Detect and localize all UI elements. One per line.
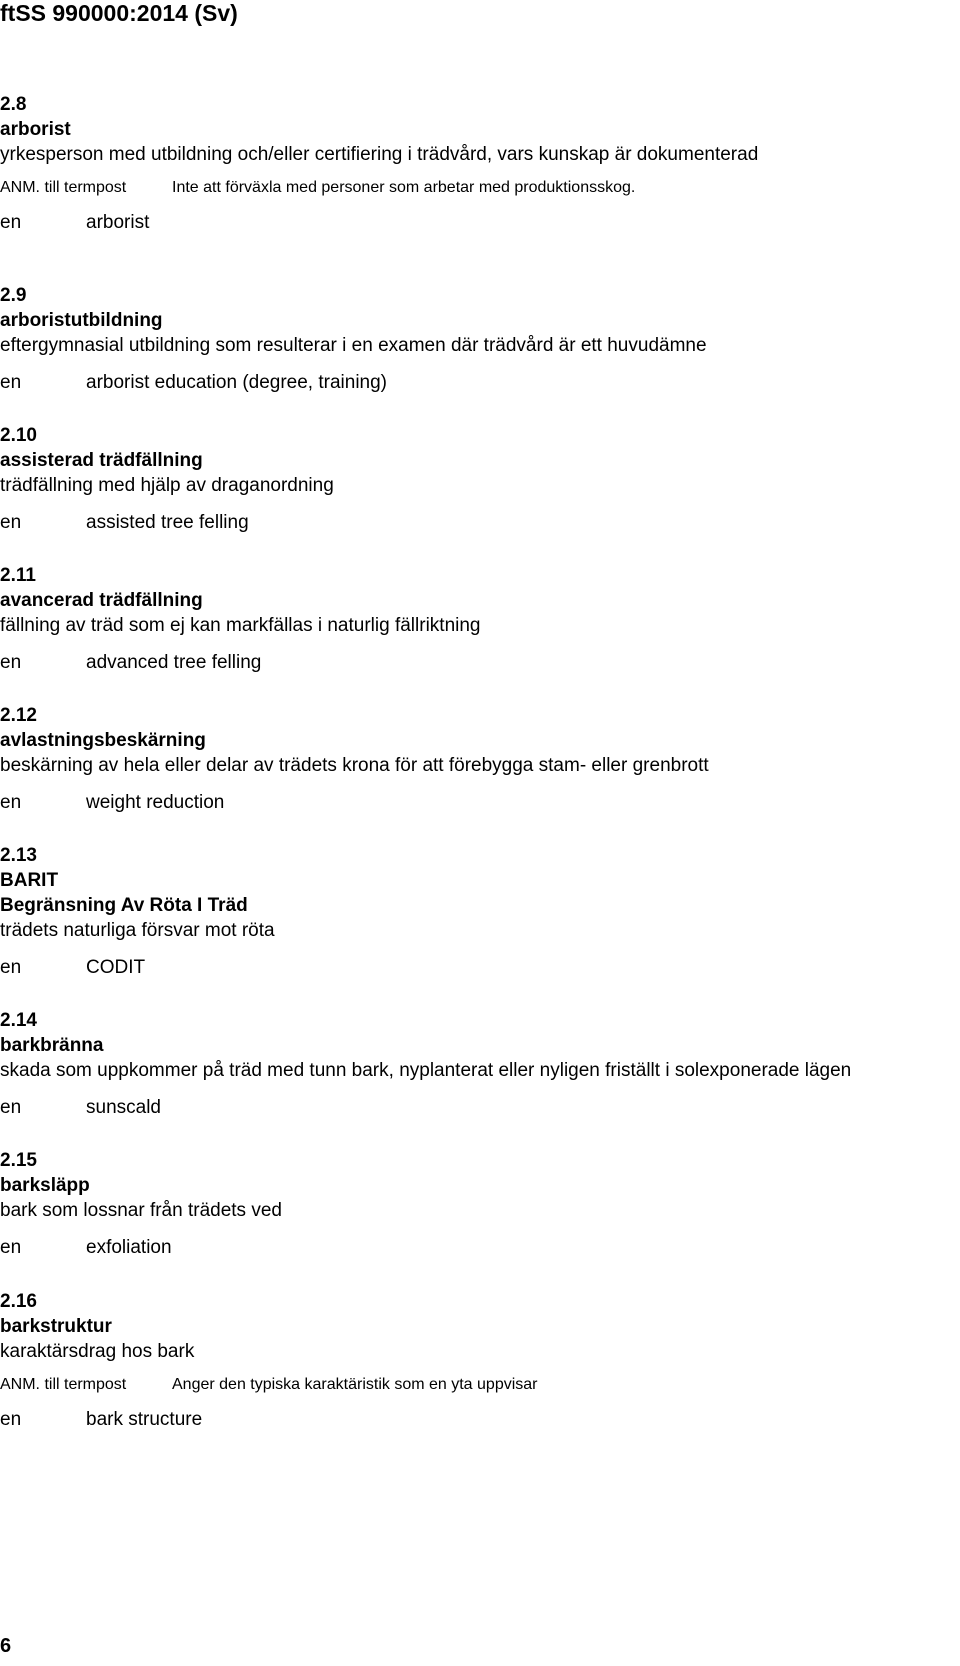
equivalent-term: arborist education (degree, training) [86, 372, 388, 393]
term-entry-2-13 [0, 843, 960, 980]
entry-note [0, 1375, 960, 1395]
entry-definition: trädfällning med hjälp av draganordning [0, 475, 334, 496]
equivalent-language: en [0, 1409, 22, 1430]
entry-term: avlastningsbeskärning [0, 730, 206, 751]
entry-definition: eftergymnasial utbildning som resulterar i en examen där trädvård är ett huvudämne [0, 335, 707, 356]
term-entry-2-15 [0, 1148, 960, 1260]
term-entry-2-12 [0, 703, 960, 815]
note-text: Inte att förväxla med personer som arbetar med produktionsskog. [172, 179, 636, 196]
note-text: Anger den typiska karaktäristik som en yta uppvisar [172, 1376, 538, 1393]
entry-note [0, 178, 960, 198]
entry-term: BARIT [0, 870, 59, 891]
page-number: 6 [0, 1635, 12, 1657]
entry-number: 2.11 [0, 565, 36, 586]
equivalent-term: bark structure [86, 1409, 203, 1430]
entry-term: arboristutbildning [0, 310, 163, 331]
entry-number: 2.15 [0, 1150, 37, 1171]
entry-number: 2.8 [0, 94, 27, 115]
document-header: ftSS 990000:2014 (Sv) [0, 0, 238, 26]
entry-definition: beskärning av hela eller delar av trädets krona för att förebygga stam- eller grenbrott [0, 755, 709, 776]
equivalent-language: en [0, 372, 22, 393]
entry-term: barksläpp [0, 1175, 90, 1196]
entry-definition: yrkesperson med utbildning och/eller certifiering i trädvård, vars kunskap är dokumenterad [0, 144, 759, 165]
equivalent-language: en [0, 792, 22, 813]
entry-equivalent [0, 650, 960, 675]
note-label: ANM. till termpost [0, 179, 127, 196]
entry-equivalent [0, 1235, 960, 1260]
entry-equivalent [0, 790, 960, 815]
entry-term: avancerad trädfällning [0, 590, 203, 611]
equivalent-term: assisted tree felling [86, 512, 249, 533]
entry-number: 2.10 [0, 425, 37, 446]
entry-equivalent [0, 510, 960, 535]
entry-term: barkbränna [0, 1035, 104, 1056]
equivalent-language: en [0, 652, 22, 673]
equivalent-term: exfoliation [86, 1237, 172, 1258]
entry-term-full-form: Begränsning Av Röta I Träd [0, 895, 248, 916]
entry-number: 2.16 [0, 1291, 37, 1312]
entry-number: 2.9 [0, 285, 27, 306]
equivalent-language: en [0, 512, 22, 533]
term-entry-2-16 [0, 1289, 960, 1432]
entry-number: 2.14 [0, 1010, 37, 1031]
equivalent-term: CODIT [86, 957, 146, 978]
entry-definition: skada som uppkommer på träd med tunn bark, nyplanterat eller nyligen friställt i solexponerade lägen [0, 1060, 852, 1081]
equivalent-term: weight reduction [86, 792, 225, 813]
equivalent-term: advanced tree felling [86, 652, 262, 673]
equivalent-term: sunscald [86, 1097, 161, 1118]
entry-term: arborist [0, 119, 71, 140]
entry-number: 2.12 [0, 705, 37, 726]
equivalent-language: en [0, 957, 22, 978]
equivalent-language: en [0, 1097, 22, 1118]
term-entry-2-9 [0, 283, 960, 395]
entry-definition: bark som lossnar från trädets ved [0, 1200, 282, 1221]
entry-term: assisterad trädfällning [0, 450, 203, 471]
entry-equivalent [0, 1407, 960, 1432]
equivalent-term: arborist [86, 212, 150, 233]
equivalent-language: en [0, 1237, 22, 1258]
entry-number: 2.13 [0, 845, 37, 866]
entry-equivalent [0, 955, 960, 980]
entry-definition: trädets naturliga försvar mot röta [0, 920, 275, 941]
note-label: ANM. till termpost [0, 1376, 127, 1393]
term-entry-2-14 [0, 1008, 960, 1120]
entry-definition: karaktärsdrag hos bark [0, 1341, 195, 1362]
entry-term: barkstruktur [0, 1316, 112, 1337]
term-entry-2-8 [0, 92, 960, 235]
term-entry-2-10 [0, 423, 960, 535]
entry-definition: fällning av träd som ej kan markfällas i naturlig fällriktning [0, 615, 481, 636]
entry-equivalent [0, 1095, 960, 1120]
equivalent-language: en [0, 212, 22, 233]
entry-equivalent [0, 370, 960, 395]
term-entry-2-11 [0, 563, 960, 675]
entry-equivalent [0, 210, 960, 235]
